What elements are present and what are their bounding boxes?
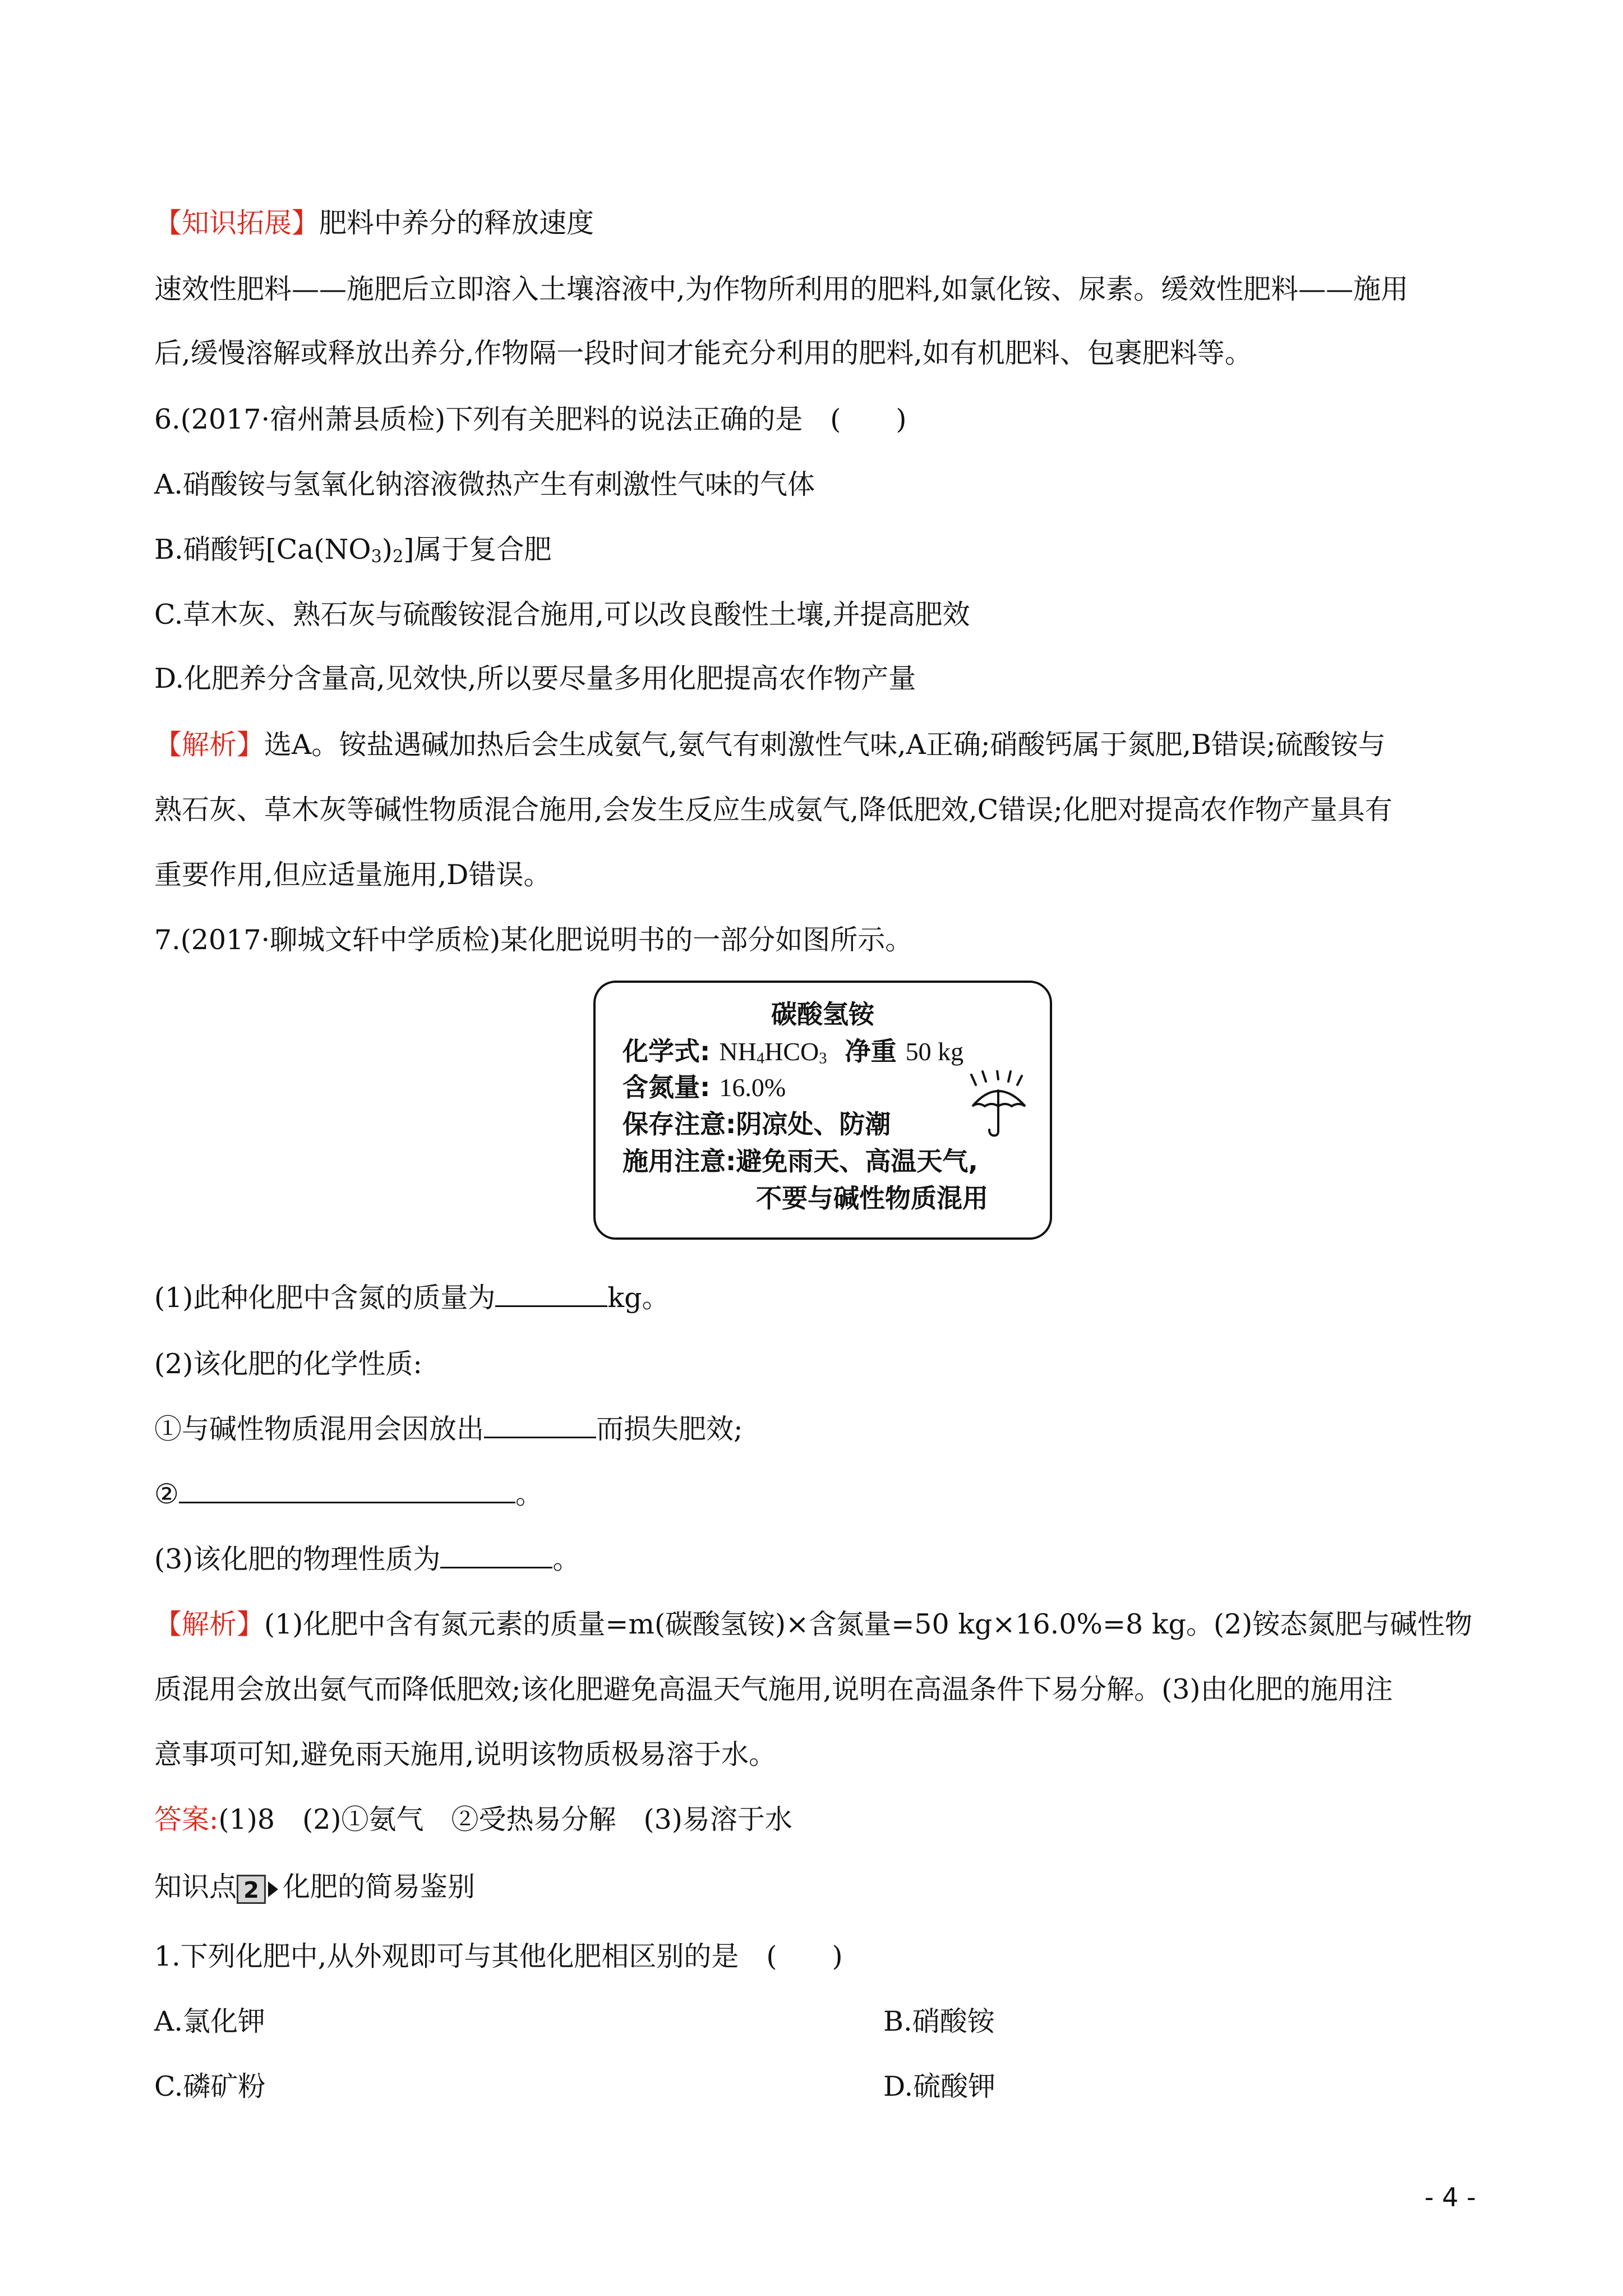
extension-paragraph-line: 速效性肥料——施肥后立即溶入土壤溶液中,为作物所利用的肥料,如氯化铵、尿素。缓效性肥料——施用 xyxy=(154,273,1409,305)
knowledge-point-heading: 知识点 2 化肥的简易鉴别 xyxy=(154,1871,476,1903)
question-6-analysis-line: 重要作用,但应适量施用,D错误。 xyxy=(154,859,551,891)
question-6-analysis-line: 熟石灰、草木灰等碱性物质混合施用,会发生反应生成氨气,降低肥效,C错误;化肥对提高农作物产量具有 xyxy=(154,794,1393,826)
question-7-part-3: (3)该化肥的物理性质为 。 xyxy=(154,1543,580,1575)
option-b: B.硝酸铵 xyxy=(883,2005,995,2037)
knowledge-point-number-badge: 2 xyxy=(237,1875,266,1904)
question-7-part-2b: ② 。 xyxy=(154,1478,543,1510)
question-7-answer: 答案:(1)8 (2)①氨气 ②受热易分解 (3)易溶于水 xyxy=(154,1803,792,1835)
extension-heading xyxy=(154,206,1478,240)
question-6-analysis: 【解析】选A。铵盐遇碱加热后会生成氨气,氨气有刺激性气味,A正确;硝酸钙属于氮肥,B错误;硫酸铵与 xyxy=(154,729,1386,761)
chemical-formula: $NH_4HCO_3$ xyxy=(719,1037,827,1068)
option-c: C.磷矿粉 xyxy=(154,2070,266,2102)
knowledge-question-1-stem: 1.下列化肥中,从外观即可与其他化肥相区别的是 ( ) xyxy=(154,1940,843,1972)
extension-tag: 【知识拓展】 xyxy=(154,207,320,239)
answer-blank[interactable] xyxy=(495,1283,607,1307)
question-7-analysis-line: 意事项可知,避免雨天施用,说明该物质极易溶于水。 xyxy=(154,1738,777,1770)
label-usage-row-2: 不要与碱性物质混用 xyxy=(756,1183,988,1213)
label-storage-row: 保存注意:阴凉处、防潮 xyxy=(623,1109,891,1139)
question-6-option-a: A.硝酸铵与氢氧化钠溶液微热产生有刺激性气味的气体 xyxy=(154,468,815,500)
question-7-analysis: 【解析】(1)化肥中含有氮元素的质量=m(碳酸氢铵)×含氮量=50 kg×16.0%=8 kg。(2)铵态氮肥与碱性物 xyxy=(154,1608,1473,1640)
question-6-option-d: D.化肥养分含量高,见效快,所以要尽量多用化肥提高农作物产量 xyxy=(154,662,916,694)
label-nitrogen-row: 含氮量: 16.0% xyxy=(623,1072,786,1102)
label-title: 碳酸氢铵 xyxy=(771,999,874,1029)
question-7-stem: 7.(2017·聊城文轩中学质检)某化肥说明书的一部分如图所示。 xyxy=(154,924,913,956)
question-7-analysis-line: 质混用会放出氨气而降低肥效;该化肥避免高温天气施用,说明在高温条件下易分解。(3)由化肥的施用注 xyxy=(154,1673,1393,1705)
triangle-arrow-icon xyxy=(268,1881,278,1897)
question-7-part-1: (1)此种化肥中含氮的质量为 kg。 xyxy=(154,1282,670,1314)
knowledge-question-1-options-row xyxy=(154,2070,1478,2104)
option-a: A.氯化钾 xyxy=(154,2005,265,2037)
answer-tag: 答案: xyxy=(154,1803,219,1835)
answer-blank[interactable] xyxy=(179,1479,515,1503)
knowledge-question-1-options-row xyxy=(154,2005,1478,2039)
fertilizer-label-box xyxy=(593,981,1052,1240)
umbrella-rain-icon xyxy=(966,1070,1032,1138)
option-d: D.硫酸钾 xyxy=(883,2070,996,2102)
question-6-option-c: C.草木灰、熟石灰与硫酸铵混合施用,可以改良酸性土壤,并提高肥效 xyxy=(154,599,970,631)
analysis-tag: 【解析】 xyxy=(154,729,265,761)
analysis-tag: 【解析】 xyxy=(154,1608,265,1640)
label-formula-row: 化学式: $NH_4HCO_3$ 净重 50 kg xyxy=(623,1036,964,1068)
answer-blank[interactable] xyxy=(484,1414,596,1438)
label-usage-row: 施用注意:避免雨天、高温天气, xyxy=(623,1146,978,1176)
question-6-option-b: B.硝酸钙$[Ca(NO_3)_2]$属于复合肥 xyxy=(154,533,552,567)
extension-paragraph-line: 后,缓慢溶解或释放出养分,作物隔一段时间才能充分利用的肥料,如有机肥料、包裹肥料等。 xyxy=(154,337,1252,369)
page-number: - 4 - xyxy=(1424,2182,1476,2212)
question-7-part-2: (2)该化肥的化学性质: xyxy=(154,1348,422,1380)
extension-title: 肥料中养分的释放速度 xyxy=(319,207,594,239)
question-7-part-2a: ①与碱性物质混用会因放出 而损失肥效; xyxy=(154,1413,743,1445)
answer-blank[interactable] xyxy=(440,1544,552,1568)
question-6-stem: 6.(2017·宿州萧县质检)下列有关肥料的说法正确的是 ( ) xyxy=(154,403,907,435)
